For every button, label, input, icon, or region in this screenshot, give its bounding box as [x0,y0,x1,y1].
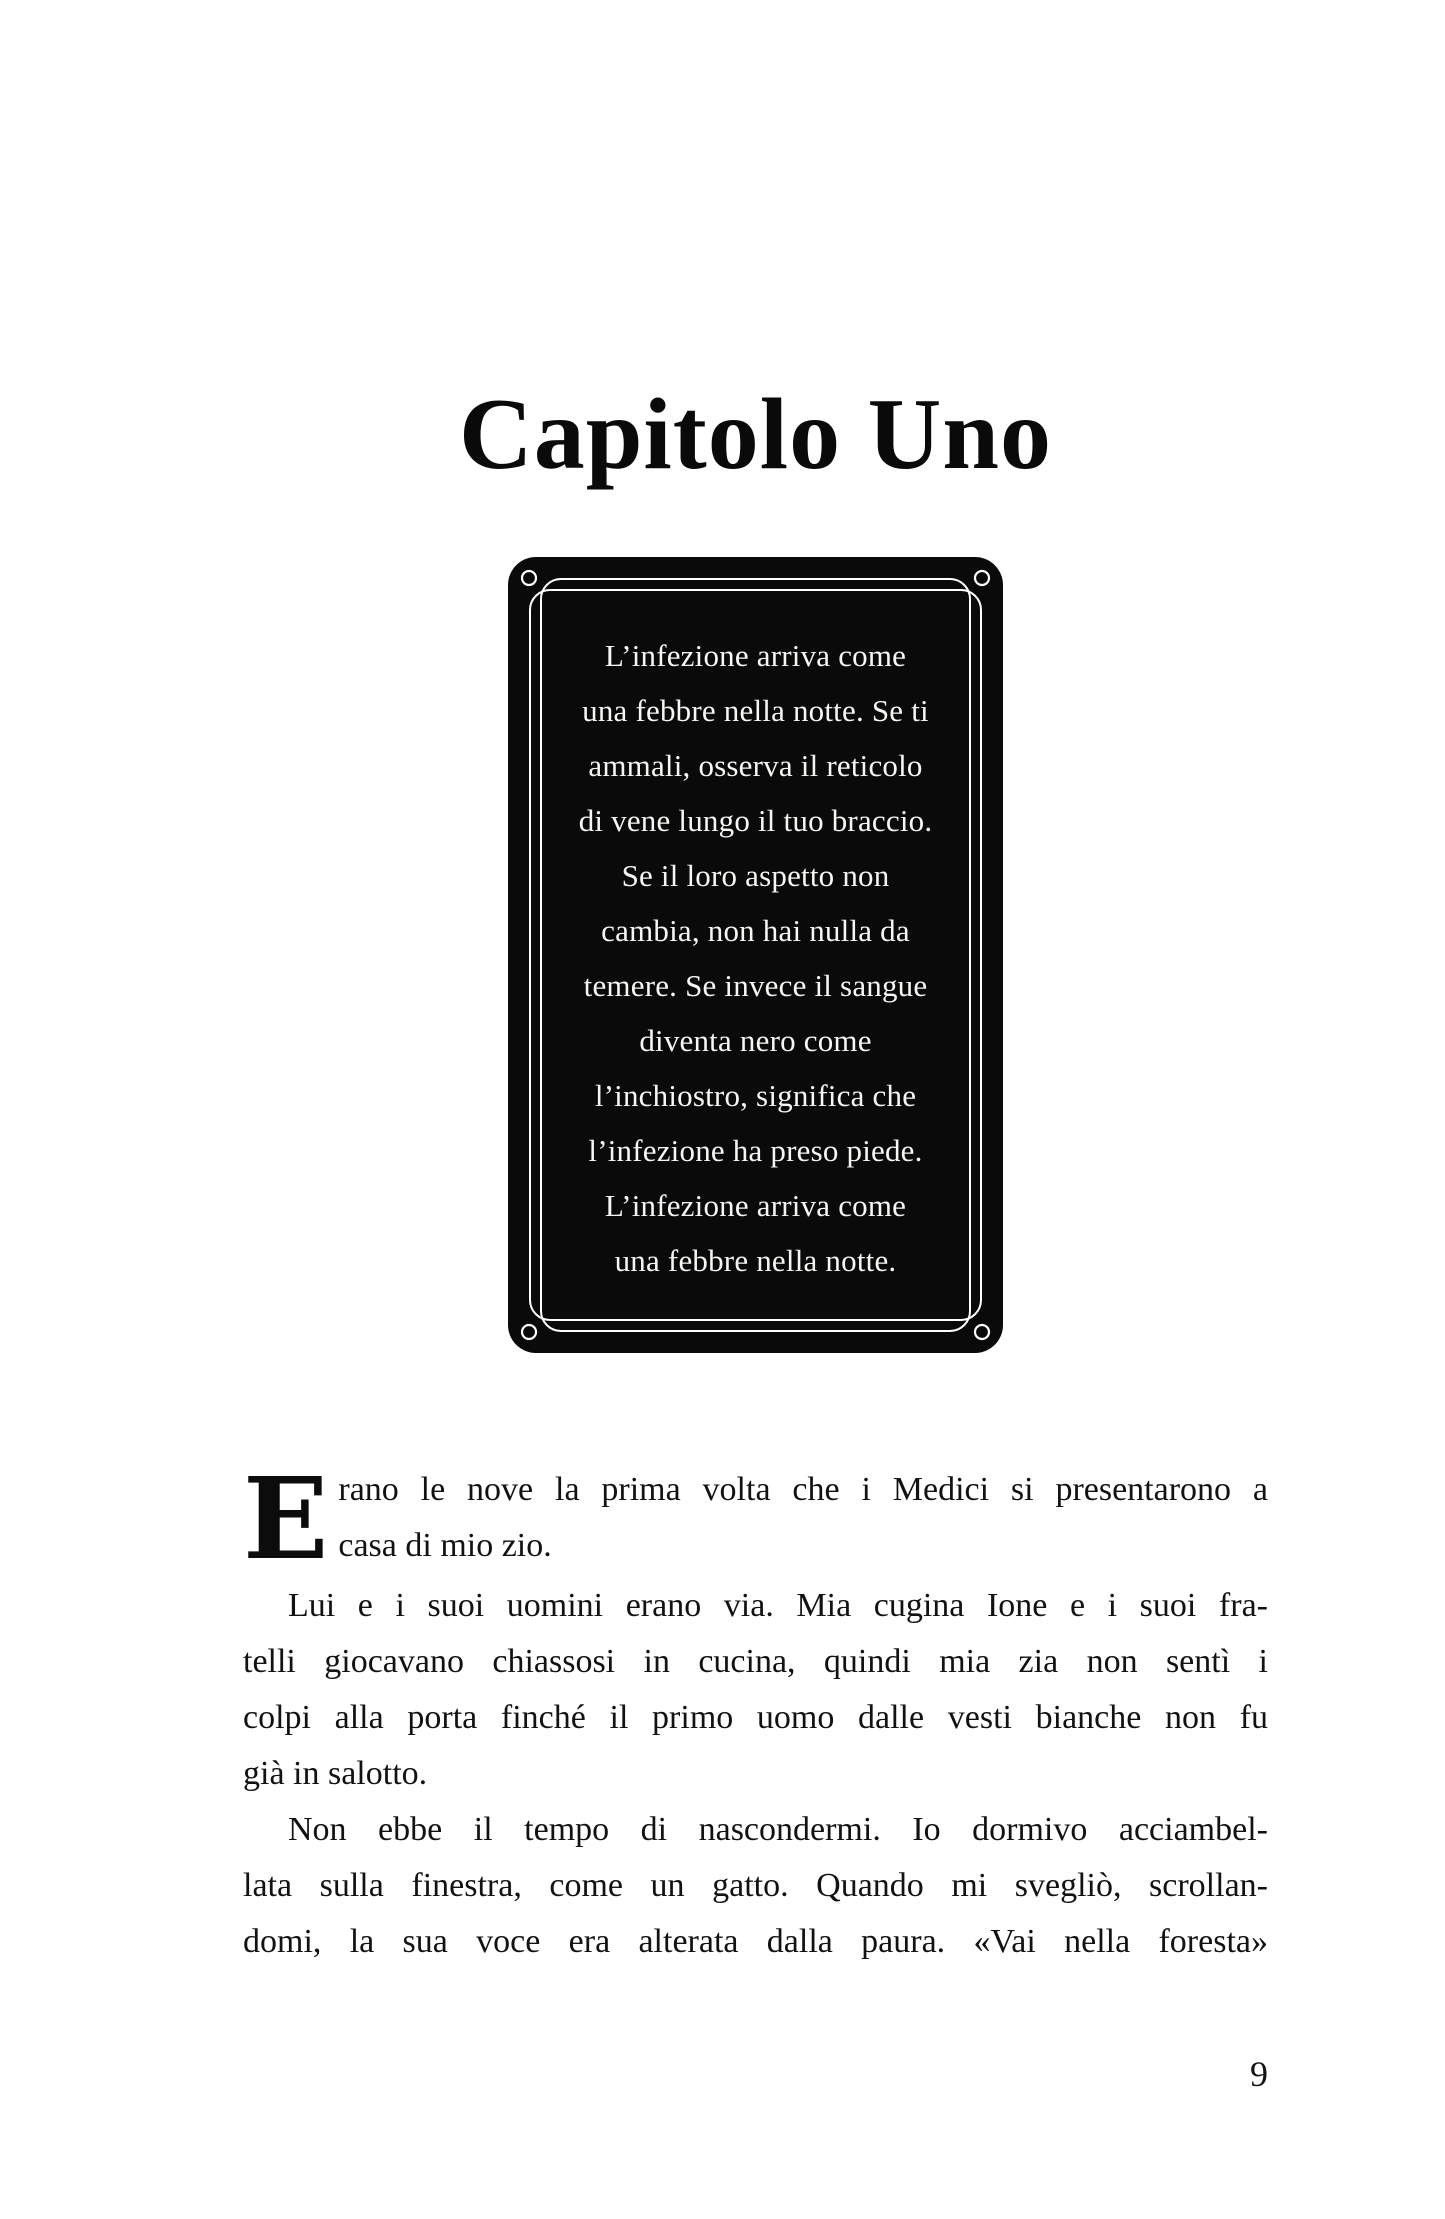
body-line: rano le nove la prima volta che i Medici si presentarono a [338,1471,1268,1508]
body-line: Lui e i suoi uomini erano via. Mia cugina Ione e i suoi fra- [288,1587,1268,1624]
plaque-line: temere. Se invece il sangue [583,968,928,1003]
body-line: casa di mio zio. [338,1527,552,1564]
body-line: telli giocavano chiassosi in cucina, quindi mia zia non sentì i [243,1643,1268,1680]
plaque-line: cambia, non hai nulla da [601,913,910,948]
body-line: Non ebbe il tempo di nascondermi. Io dormivo acciambel- [288,1811,1268,1848]
screw-hole-icon [522,1325,536,1339]
drop-cap: E [243,1454,329,1585]
body-line: domi, la sua voce era alterata dalla paura. «Vai nella foresta» [243,1923,1268,1960]
chapter-title: Capitolo Uno [459,378,1052,491]
paragraph [243,1802,1268,1970]
plaque-line: L’infezione arriva come [604,1188,907,1223]
plaque-line: l’inchiostro, significa che [594,1078,917,1113]
page-number: 9 [1250,2054,1268,2094]
body-line: già in salotto. [243,1755,428,1792]
plaque-line: di vene lungo il tuo braccio. [578,803,933,838]
paragraph-lines [338,1462,1268,1574]
plaque-line: diventa nero come [639,1023,872,1058]
plaque-line: ammali, osserva il reticolo [588,748,923,783]
screw-hole-icon [522,571,536,585]
body-line: colpi alla porta finché il primo uomo dalle vesti bianche non fu [243,1699,1268,1736]
plaque-line: una febbre nella notte. Se ti [582,693,929,728]
plaque-line: L’infezione arriva come [604,638,907,673]
warning-plaque [508,557,1003,1353]
body-text [243,1454,1268,1970]
body-line: lata sulla finestra, come un gatto. Quando mi svegliò, scrollan- [243,1867,1268,1904]
screw-hole-icon [975,1325,989,1339]
paragraph [243,1454,1268,1585]
plaque-text [538,628,973,1288]
plaque-line: una febbre nella notte. [614,1243,897,1278]
screw-hole-icon [975,571,989,585]
plaque-line: Se il loro aspetto non [621,858,890,893]
paragraph [243,1578,1268,1802]
plaque-line: l’infezione ha preso piede. [588,1133,923,1168]
